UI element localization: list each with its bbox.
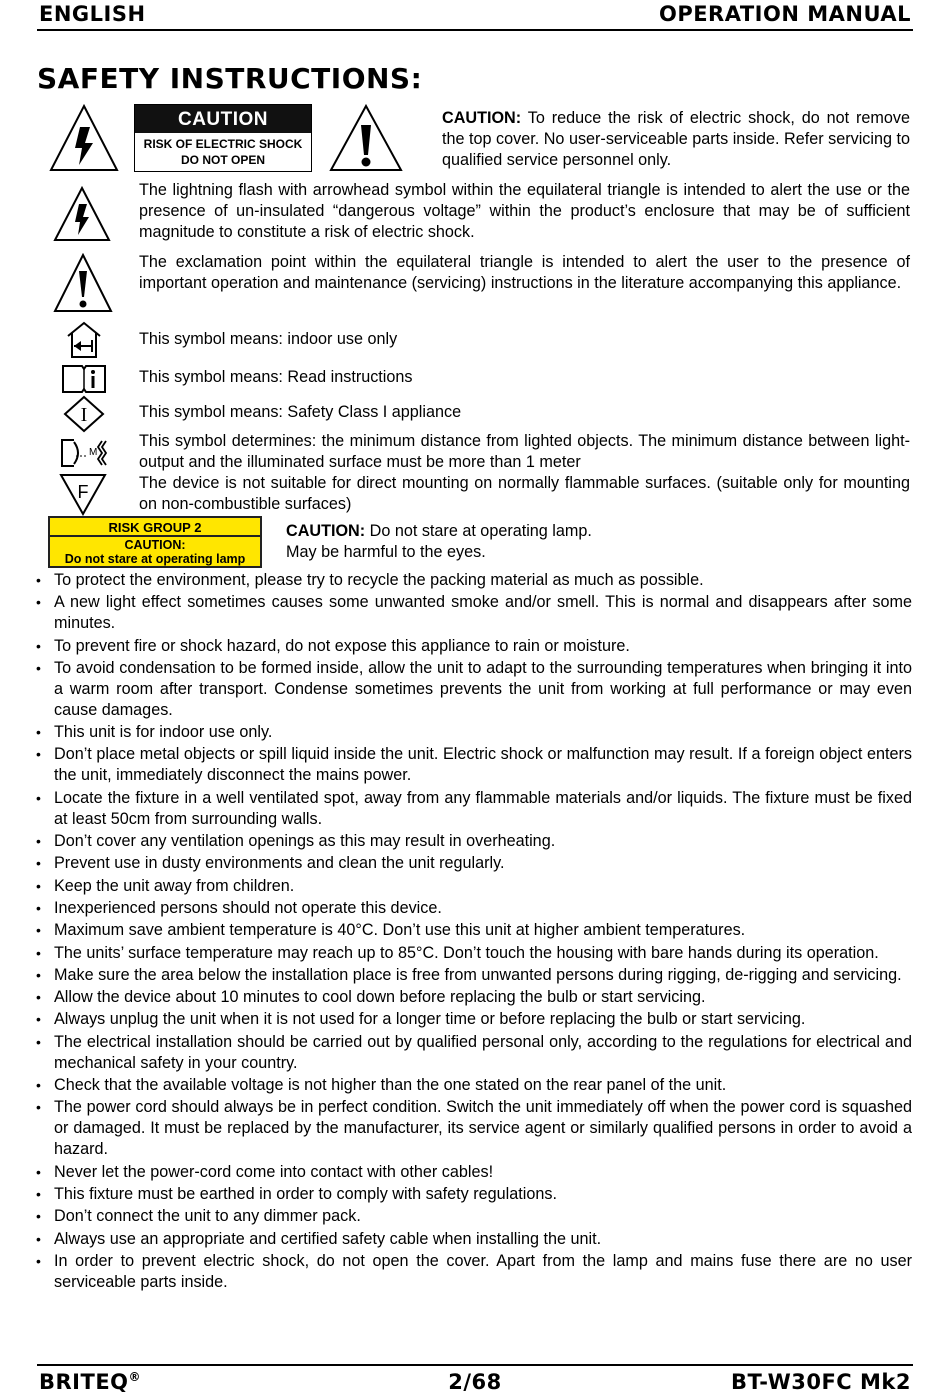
bullet-item (30, 1075, 912, 1096)
bullet-item (30, 943, 912, 964)
bullet-text: Locate the fixture in a well ventilated spot, away from any flammable materials and/or liquids. The fixture must be fixed at least 50cm from surrounding walls. (54, 788, 912, 828)
bullet-item (30, 831, 912, 852)
bullet-dot: • (36, 572, 41, 588)
lamp-caution-text: Do not stare at operating lamp. (365, 522, 592, 540)
bullet-dot: • (36, 922, 41, 939)
lamp-caution (286, 521, 906, 563)
bullet-dot: • (36, 1230, 41, 1247)
bullet-item (30, 636, 912, 657)
safety-bullet-list (30, 570, 912, 1294)
bullet-item (30, 920, 912, 941)
bullet-dot: • (36, 1011, 41, 1028)
bullet-dot: • (36, 789, 41, 806)
page-title: SAFETY INSTRUCTIONS: (37, 62, 423, 95)
lightning-warning-icon (48, 103, 120, 173)
bullet-text: Always unplug the unit when it is not used for a longer time or before replacing the bulb or start servicing. (54, 1010, 806, 1029)
bullet-item (30, 853, 912, 874)
footer-model: BT-W30FC Mk2 (731, 1370, 911, 1394)
bullet-item (30, 1206, 912, 1227)
bullet-text: Check that the available voltage is not higher than the one stated on the rear panel of the unit. (54, 1076, 727, 1095)
bullet-text: Always use an appropriate and certified safety cable when installing the unit. (54, 1229, 602, 1248)
safety-class-icon (63, 395, 105, 433)
bullet-item (30, 592, 912, 634)
bullet-dot: • (36, 746, 41, 763)
bullet-item (30, 570, 912, 591)
read-instructions-icon (60, 362, 108, 394)
bullet-item (30, 1162, 912, 1183)
bullet-dot: • (36, 877, 41, 894)
bullet-text: To prevent fire or shock hazard, do not expose this appliance to rain or moisture. (54, 636, 630, 655)
bullet-text: Don’t cover any ventilation openings as this may result in overheating. (54, 832, 556, 851)
bullet-item (30, 965, 912, 986)
bullet-text: Allow the device about 10 minutes to cool down before replacing the bulb or start servicing. (54, 988, 706, 1007)
flammable-description: The device is not suitable for direct mounting on normally flammable surfaces. (suitable only for mounting on non-combustible surfaces) (139, 474, 910, 513)
bullet-text: In order to prevent electric shock, do not open the cover. Apart from the lamp and mains fuse there are no user serviceable parts inside. (54, 1251, 912, 1291)
bullet-dot: • (36, 1163, 41, 1180)
bullet-text: The electrical installation should be carried out by qualified personal only, according to the regulations for electrical and mechanical safety in your country. (54, 1032, 912, 1072)
bullet-dot: • (36, 637, 41, 654)
bullet-dot: • (36, 1208, 41, 1225)
bullet-text: To protect the environment, please try to recycle the packing material as much as possible. (54, 571, 704, 589)
risk-group-label (48, 516, 262, 568)
bullet-dot: • (36, 1077, 41, 1094)
bullet-item (30, 1032, 912, 1074)
caution-label-line2: DO NOT OPEN (180, 153, 265, 167)
caution-text (442, 108, 910, 171)
caution-text-body: To reduce the risk of electric shock, do not remove the top cover. No user-serviceable parts inside. Refer servicing to qualified service personnel only. (442, 109, 910, 169)
header-doc-type: OPERATION MANUAL (658, 2, 911, 26)
flammable-icon-label: F (77, 482, 89, 502)
lamp-caution-line2: May be harmful to the eyes. (286, 543, 486, 561)
indoor-use-icon (64, 320, 104, 360)
footer-brand: BRITEQ® (39, 1370, 142, 1394)
exclamation-warning-icon (328, 103, 404, 173)
bullet-text: To avoid condensation to be formed inside, allow the unit to adapt to the surrounding temperatures when bringing it into a warm room after transport. Condense sometimes prevents the unit from working at full performance or may even cause damages. (54, 658, 912, 719)
bullet-item (30, 788, 912, 830)
bullet-text: Never let the power-cord come into contact with other cables! (54, 1162, 494, 1181)
bullet-text: Don’t connect the unit to any dimmer pack. (54, 1207, 361, 1226)
caution-label-title: CAUTION (135, 105, 311, 133)
bullet-item (30, 658, 912, 721)
risk-group-caution: CAUTION: (124, 538, 186, 552)
registered-mark: ® (128, 1370, 142, 1384)
lightning-description: The lightning flash with arrowhead symbol within the equilateral triangle is intended to alert the use or the presence of un-insulated “dangerous voltage” within the product’s enclosure that may be of sufficient magnitude to constitute a risk of electric shock. (139, 181, 910, 241)
bullet-item (30, 1009, 912, 1030)
bullet-dot: • (36, 594, 41, 611)
page-header (37, 0, 913, 31)
bullet-item (30, 1229, 912, 1250)
bullet-item (30, 1184, 912, 1205)
bullet-dot: • (36, 1033, 41, 1050)
lightning-icon (53, 186, 111, 242)
bullet-dot: • (36, 944, 41, 961)
exclamation-icon (53, 253, 113, 313)
risk-group-title: RISK GROUP 2 (50, 518, 260, 537)
lamp-caution-bold: CAUTION: (286, 522, 366, 540)
caution-text-bold: CAUTION: (442, 109, 522, 127)
bullet-text: This fixture must be earthed in order to comply with safety regulations. (54, 1184, 557, 1203)
bullet-item (30, 1251, 912, 1293)
bullet-text: The units’ surface temperature may reach up to 85°C. Don’t touch the housing with bare hands during its operation. (54, 943, 879, 962)
bullet-item (30, 987, 912, 1008)
bullet-dot: • (36, 855, 41, 872)
bullet-item (30, 722, 912, 743)
caution-label (134, 104, 312, 172)
bullet-dot: • (36, 724, 41, 741)
read-description: This symbol means: Read instructions (139, 368, 413, 386)
page-footer (37, 1364, 913, 1397)
flammable-surface-icon (58, 472, 108, 516)
bullet-text: This unit is for indoor use only. (54, 723, 273, 742)
bullet-dot: • (36, 966, 41, 983)
safety-class-icon-label: I (80, 404, 88, 426)
bullet-text: Keep the unit away from children. (54, 876, 295, 895)
exclamation-description: The exclamation point within the equilateral triangle is intended to alert the user to the presence of important operation and maintenance (servicing) instructions in the literature accompanying this appliance. (139, 253, 910, 292)
bullet-dot: • (36, 1252, 41, 1269)
bullet-item (30, 744, 912, 786)
bullet-dot: • (36, 899, 41, 916)
caution-label-line1: RISK OF ELECTRIC SHOCK (143, 137, 303, 151)
bullet-item (30, 898, 912, 919)
bullet-text: Inexperienced persons should not operate this device. (54, 898, 442, 917)
bullet-text: A new light effect sometimes causes some unwanted smoke and/or smell. This is normal and disappears after some minutes. (54, 593, 912, 633)
bullet-dot: • (36, 833, 41, 850)
indoor-description: This symbol means: indoor use only (139, 330, 398, 348)
header-language: ENGLISH (39, 2, 146, 26)
footer-page-number: 2/68 (448, 1370, 502, 1394)
bullet-dot: • (36, 989, 41, 1006)
bullet-item (30, 1097, 912, 1160)
bullet-dot: • (36, 1185, 41, 1202)
bullet-text: Don’t place metal objects or spill liquid inside the unit. Electric shock or malfunction may result. If a foreign object enters the unit, immediately disconnect the mains power. (54, 745, 912, 785)
bullet-item (30, 876, 912, 897)
risk-group-warning: Do not stare at operating lamp (64, 552, 246, 566)
class1-description: This symbol means: Safety Class I appliance (139, 403, 462, 421)
bullet-dot: • (36, 1099, 41, 1116)
bullet-text: The power cord should always be in perfect condition. Switch the unit immediately off when the power cord is squashed or damaged. It must be replaced by the manufacturer, its service agent or similarly qualified persons in order to avoid a hazard. (54, 1098, 912, 1159)
min-distance-icon (58, 437, 110, 469)
bullet-text: Make sure the area below the installation place is free from unwanted persons during rigging, de-rigging and servicing. (54, 965, 902, 984)
bullet-dot: • (36, 659, 41, 676)
bullet-text: Maximum save ambient temperature is 40°C. Don’t use this unit at higher ambient temperatures. (54, 921, 746, 940)
min-distance-icon-label: M (89, 447, 98, 458)
distance-description: This symbol determines: the minimum distance from lighted objects. The minimum distance between light-output and the illuminated surface must be more than 1 meter (139, 432, 910, 471)
bullet-text: Prevent use in dusty environments and clean the unit regularly. (54, 854, 505, 873)
